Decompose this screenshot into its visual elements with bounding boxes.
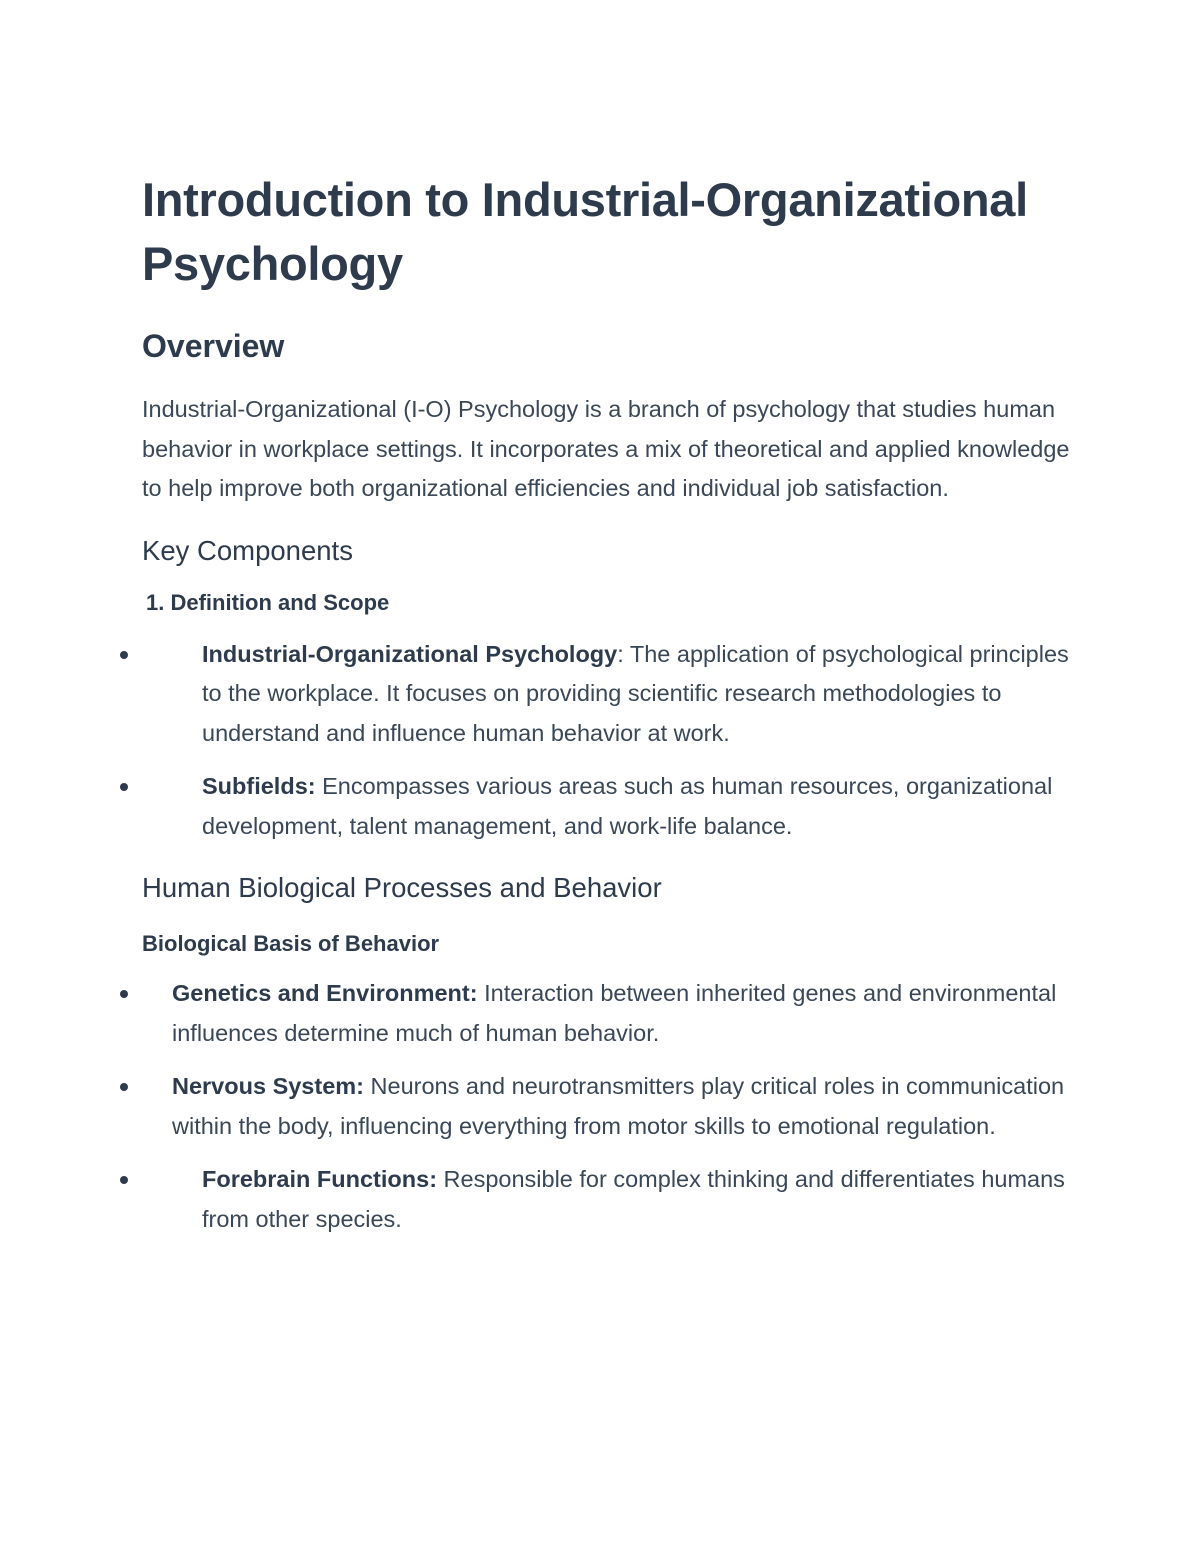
bullet-text: Neurons and neurotransmitters play critical roles in communication within the body, influencing everything from motor skills to emotional regulation. bbox=[172, 1073, 1065, 1139]
bullet-separator: : bbox=[469, 980, 478, 1006]
biological-bullet-list bbox=[142, 974, 1072, 1146]
bullet-term: Subfields bbox=[202, 773, 308, 799]
bullet-text: Responsible for complex thinking and differentiates humans from other species. bbox=[202, 1166, 1065, 1232]
bullet-dot-icon bbox=[120, 651, 128, 659]
bullet-dot-icon bbox=[120, 1176, 128, 1184]
bullet-dot-icon bbox=[120, 783, 128, 791]
bullet-text: Interaction between inherited genes and environmental influences determine much of human behavior. bbox=[172, 980, 1057, 1046]
document-content bbox=[142, 168, 1072, 1239]
bullet-separator: : bbox=[307, 773, 316, 799]
bullet-dot-icon bbox=[120, 1083, 128, 1091]
biological-processes-heading: Human Biological Processes and Behavior bbox=[142, 872, 662, 903]
bullet-separator: : bbox=[356, 1073, 364, 1099]
bullet-text: The application of psychological principles to the workplace. It focuses on providing scientific research methodologies to understand and influence human behavior at work. bbox=[202, 640, 1069, 746]
overview-paragraph: Industrial-Organizational (I-O) Psychology is a branch of psychology that studies human behavior in workplace settings. It incorporates a mix of theoretical and applied knowledge to help improve both organizational efficiencies and individual job satisfaction. bbox=[142, 396, 1070, 501]
bullet-term: Forebrain Functions bbox=[202, 1166, 430, 1192]
bullet-separator: : bbox=[429, 1166, 438, 1192]
list-item bbox=[142, 1067, 1072, 1146]
overview-heading: Overview bbox=[142, 328, 285, 364]
bullet-term: Industrial-Organizational Psychology bbox=[202, 640, 618, 667]
bullet-dot-icon bbox=[120, 990, 128, 998]
bullet-term: Nervous System bbox=[172, 1073, 357, 1099]
bullet-text: Encompasses various areas such as human resources, organizational development, talent management, and work-life balance. bbox=[202, 773, 1053, 839]
list-item bbox=[142, 1160, 1072, 1239]
list-item bbox=[142, 767, 1072, 846]
bullet-term: Genetics and Environment bbox=[172, 980, 470, 1006]
key-components-heading: Key Components bbox=[142, 534, 353, 566]
list-item bbox=[142, 635, 1072, 754]
numbered-item-definition-and-scope: 1. Definition and Scope bbox=[146, 589, 390, 615]
biological-basis-subheading: Biological Basis of Behavior bbox=[142, 931, 440, 956]
nervous-system-sub-bullet-list bbox=[142, 1160, 1072, 1239]
list-item bbox=[142, 974, 1072, 1053]
definition-scope-bullet-list bbox=[142, 635, 1072, 847]
bullet-separator: : bbox=[617, 640, 624, 667]
page-title: Introduction to Industrial-Organizational Psychology bbox=[142, 173, 1028, 290]
